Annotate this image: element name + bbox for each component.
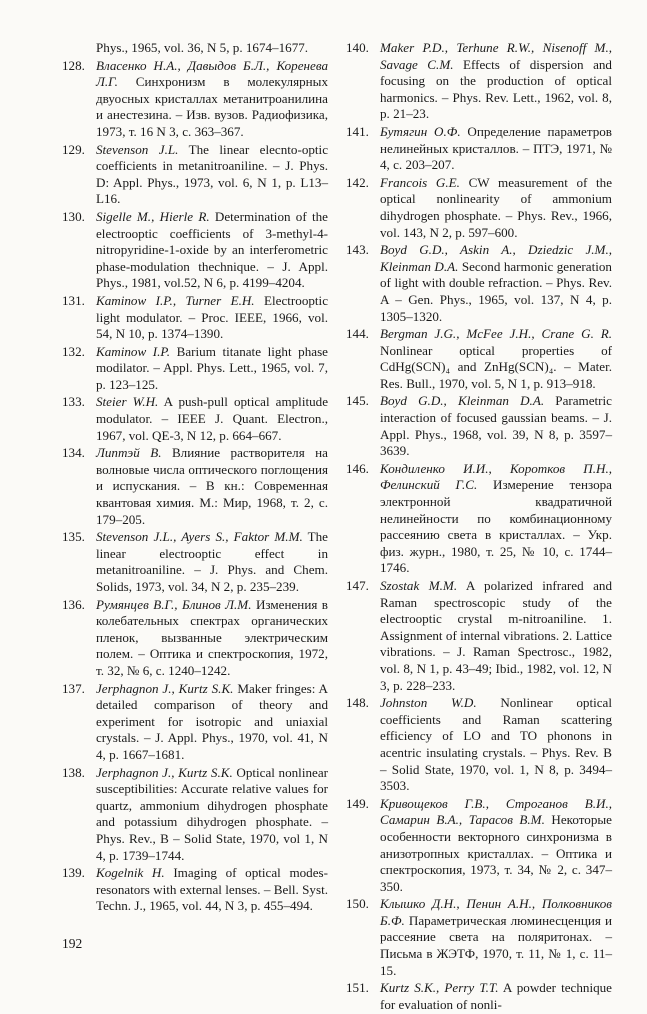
reference-body [380, 326, 612, 392]
reference-entry [62, 209, 328, 292]
reference-authors: Кондиленко И.И., Коротков П.Н., Фелинский Г.С. [380, 460, 612, 493]
reference-citation: Parametric interaction of focused gaussian beams. – J. Appl. Phys., 1968, vol. 39, N 8, p. 3597–3639. [380, 393, 612, 459]
reference-authors: Румянцев В.Г., Блинов Л.М. [96, 596, 252, 612]
reference-body [380, 242, 612, 325]
reference-authors: Jerphagnon J., Kurtz S.K. [96, 764, 233, 780]
reference-number: 148. [346, 695, 369, 711]
reference-entry [346, 124, 612, 174]
reference-authors: Клышко Д.Н., Пенин А.Н., Полковников Б.Ф. [380, 896, 612, 928]
reference-authors: Kaminow I.P., Turner E.H. [96, 292, 255, 308]
reference-citation: The linear elecnto-optic coefficients in metanitroaniline. – J. Phys. D: Appl. Phys., 1973, vol. 6, N 1, p. L13–L16. [96, 141, 329, 207]
reference-body [380, 980, 612, 1013]
reference-authors: Кривощеков Г.В., Строганов В.И., Самарин В.А., Тарасов В.М. [380, 795, 612, 828]
reference-number: 146. [346, 460, 369, 476]
reference-authors: Maker P.D., Terhune R.W., Nisenoff M., Savage C.M. [380, 40, 612, 72]
reference-authors: Kaminow I.P. [96, 343, 171, 359]
reference-authors: Boyd G.D., Askin A., Dziedzic J.M., Kleinman D.A. [380, 242, 612, 274]
reference-entry [346, 461, 612, 577]
reference-number: 142. [346, 174, 369, 190]
reference-entry [62, 765, 328, 865]
reference-number: 149. [346, 795, 369, 811]
reference-citation: Determination of the electrooptic coefficients of 3-methyl-4-nitropyridine-1-oxide by an interferometric phase-modulation thechnique. – J. Appl. Phys., 1981, vol.52, N 6, p. 4199–4204. [96, 208, 328, 291]
reference-authors: Steier W.H. [96, 394, 159, 410]
reference-authors: Boyd G.D., Kleinman D.A. [380, 393, 545, 409]
reference-entry [346, 796, 612, 896]
reference-body [96, 142, 328, 208]
reference-body [96, 765, 328, 865]
reference-authors: Kurtz S.K., Perry T.T. [380, 980, 499, 996]
reference-citation: Изменения в колебательных спектрах органических пленок, вызванные электрическим полем. – Оптика и спектроскопия, 1972, т. 32, № 6, с. 1240–1242. [96, 596, 328, 678]
reference-number: 139. [62, 865, 85, 881]
reference-entry [62, 597, 328, 680]
reference-citation: Синхронизм в молекулярных двуосных кристаллах метанитроанилина и анестезина. – Изв. вузов. Радиофизика, 1973, т. 16 N 3, с. 363–367. [96, 74, 329, 139]
reference-authors: Kogelnik H. [96, 865, 165, 881]
reference-entry [346, 695, 612, 795]
reference-entry [346, 578, 612, 694]
reference-body [380, 124, 612, 174]
reference-body [380, 393, 612, 459]
reference-entry [62, 58, 328, 141]
reference-citation: Определение параметров нелинейных кристаллов. – ПТЭ, 1971, № 4, с. 203–207. [380, 123, 612, 173]
reference-citation: Optical nonlinear susceptibilities: Accurate relative values for quartz, ammonium dihydrogen phosphate and potassium dihydrogen phosphate. – Phys. Rev., B – Solid State, 1970, vol 1, N 4, p. 1739–1744. [96, 764, 328, 863]
reference-number: 138. [62, 764, 85, 780]
reference-body [96, 445, 328, 528]
reference-number: 141. [346, 123, 369, 139]
reference-citation: A polarized infrared and Raman spectroscopic study of the electrooptic crystal m-nitroaniline. 1. Assignment of internal vibrations. 2. Lattice vibrations. – J. Raman Spectrosc., 1982, vol. 8, N 1, p. 43–49; Ibid., 1982, vol. 12, N 3, p. 228–233. [380, 578, 612, 693]
reference-number: 130. [62, 208, 85, 224]
reference-citation: Barium titanate light phase modilator. – Appl. Phys. Lett., 1965, vol. 7, p. 123–125. [96, 343, 328, 392]
reference-body [380, 40, 612, 123]
reference-authors: Stevenson J.L., Ayers S., Faktor M.M. [96, 529, 303, 545]
reference-authors: Stevenson J.L. [96, 141, 179, 157]
reference-authors: Jerphagnon J., Kurtz S.K. [96, 680, 234, 696]
reference-number: 135. [62, 529, 85, 545]
right-column [346, 40, 612, 1014]
reference-citation: Некоторые особенности векторного синхронизма в анизотропных кристаллах. – Оптика и спектроскопия, 1973, т. 34, № 2, с. 347–350. [380, 812, 612, 894]
reference-entry [62, 865, 328, 915]
reference-number: 151. [346, 980, 369, 996]
reference-entry [346, 175, 612, 241]
reference-number: 147. [346, 578, 369, 593]
reference-number: 133. [62, 394, 85, 410]
left-column [62, 40, 328, 916]
reference-citation: Second harmonic generation of light with double refraction. – Phys. Rev. A – Gen. Phys., 1965, vol. 137, N 4, p. 1305–1320. [380, 258, 612, 324]
reference-body [96, 865, 328, 915]
reference-number: 150. [346, 896, 369, 912]
reference-body [380, 896, 612, 979]
reference-citation: Electrooptic light modulator. – Proc. IEEE, 1966, vol. 54, N 10, p. 1374–1390. [96, 292, 329, 342]
reference-body [96, 394, 328, 444]
reference-citation: A powder technique for evaluation of nonli- [380, 980, 612, 1012]
reference-entry [346, 896, 612, 979]
reference-citation: A push-pull optical amplitude modulator. – IEEE J. Quant. Electron., 1967, vol. QE-3, N 12, p. 664–667. [96, 394, 329, 443]
reference-body [380, 175, 612, 241]
reference-number: 128. [62, 57, 85, 73]
reference-number: 131. [62, 292, 85, 308]
reference-citation: Effects of dispersion and focusing on the production of optical harmonics. – Phys. Rev. Lett., 1962, vol. 8, p. 21–23. [380, 56, 612, 122]
reference-entry [62, 394, 328, 444]
reference-number: 144. [346, 326, 369, 342]
reference-entry [62, 293, 328, 343]
reference-entry [62, 445, 328, 528]
reference-body [96, 209, 328, 292]
reference-authors: Бутягин О.Ф. [380, 123, 461, 139]
reference-authors: Johnston W.D. [380, 695, 477, 711]
reference-citation: Imaging of optical modes-resonators with external lenses. – Bell. Syst. Techn. J., 1965, vol. 44, N 3, p. 455–494. [96, 865, 328, 914]
reference-entry [346, 980, 612, 1013]
reference-authors: Власенко Н.А., Давыдов Б.Л., Коренева Л.Г. [96, 57, 328, 90]
reference-body [380, 695, 612, 795]
reference-number: 140. [346, 40, 369, 55]
reference-citation: CW measurement of the optical nonlinearity of ammonium dihydrogen phosphate. – Phys. Rev., 1966, vol. 143, N 2, p. 597–600. [380, 174, 613, 240]
reference-body [96, 293, 328, 343]
reference-body [96, 597, 328, 680]
reference-citation: Nonlinear optical properties of CdHg(SCN)₄ and ZnHg(SCN)₄. – Mater. Res. Bull., 1970, vol. 5, N 1, p. 913–918. [380, 342, 612, 391]
reference-citation: Измерение тензора электронной квадратичной нелинейности по комбинационному рассеянию света в кристаллах. – Укр. физ. журн., 1980, т. 25, № 10, с. 1744–1746. [380, 477, 612, 576]
reference-citation: Параметрическая люминесценция и рассеяние света на поляритонах. – Письма в ЖЭТФ, 1970, т. 11, № 1, с. 11–15. [380, 912, 612, 978]
page-number: 192 [62, 936, 83, 951]
reference-body [96, 58, 328, 141]
reference-body [96, 529, 328, 595]
reference-authors: Bergman J.G., McFee J.H., Crane G. R. [380, 326, 612, 342]
continuation-text: Phys., 1965, vol. 36, N 5, p. 1674–1677. [96, 40, 309, 55]
reference-entry [346, 40, 612, 123]
reference-authors: Sigelle M., Hierle R. [96, 208, 210, 224]
reference-number: 145. [346, 393, 369, 409]
reference-number: 129. [62, 141, 85, 157]
reference-citation: Nonlinear optical coefficients and Raman scattering efficiency of LO and TO phonons in acentric insulating crystals. – Phys. Rev. B – Solid State, 1970, vol. 1, N 8, p. 3494–3503. [380, 695, 612, 794]
reference-body [96, 681, 328, 764]
reference-citation: The linear electrooptic effect in metanitroaniline. – J. Phys. and Chem. Solids, 1973, vol. 34, N 2, p. 235–239. [96, 529, 328, 594]
reference-entry [346, 326, 612, 392]
reference-number: 137. [62, 680, 85, 696]
reference-entry [346, 393, 612, 459]
reference-body [380, 578, 612, 694]
reference-body [380, 796, 612, 896]
reference-number: 143. [346, 242, 369, 258]
reference-entry [62, 142, 328, 208]
reference-citation: Влияние растворителя на волновые числа оптического поглощения и испускания. – В кн.: Современная квантовая химия. М.: Мир, 1968, т. 2, с. 179–205. [96, 445, 328, 527]
reference-number: 132. [62, 343, 85, 359]
reference-entry [62, 529, 328, 595]
reference-body [96, 344, 328, 394]
reference-authors: Липтэй В. [96, 445, 162, 461]
reference-citation: Maker fringes: A detailed comparison of theory and experiment for isotropic and uniaxial crystals. – J. Appl. Phys., 1970, vol. 41, N 4, p. 1667–1681. [96, 680, 328, 762]
reference-entry [62, 344, 328, 394]
reference-authors: Szostak M.M. [380, 578, 458, 593]
reference-entry [62, 681, 328, 764]
reference-entry [346, 242, 612, 325]
reference-authors: Francois G.E. [380, 174, 460, 190]
reference-number: 136. [62, 596, 85, 612]
reference-number: 134. [62, 445, 85, 461]
reference-body [380, 461, 612, 577]
